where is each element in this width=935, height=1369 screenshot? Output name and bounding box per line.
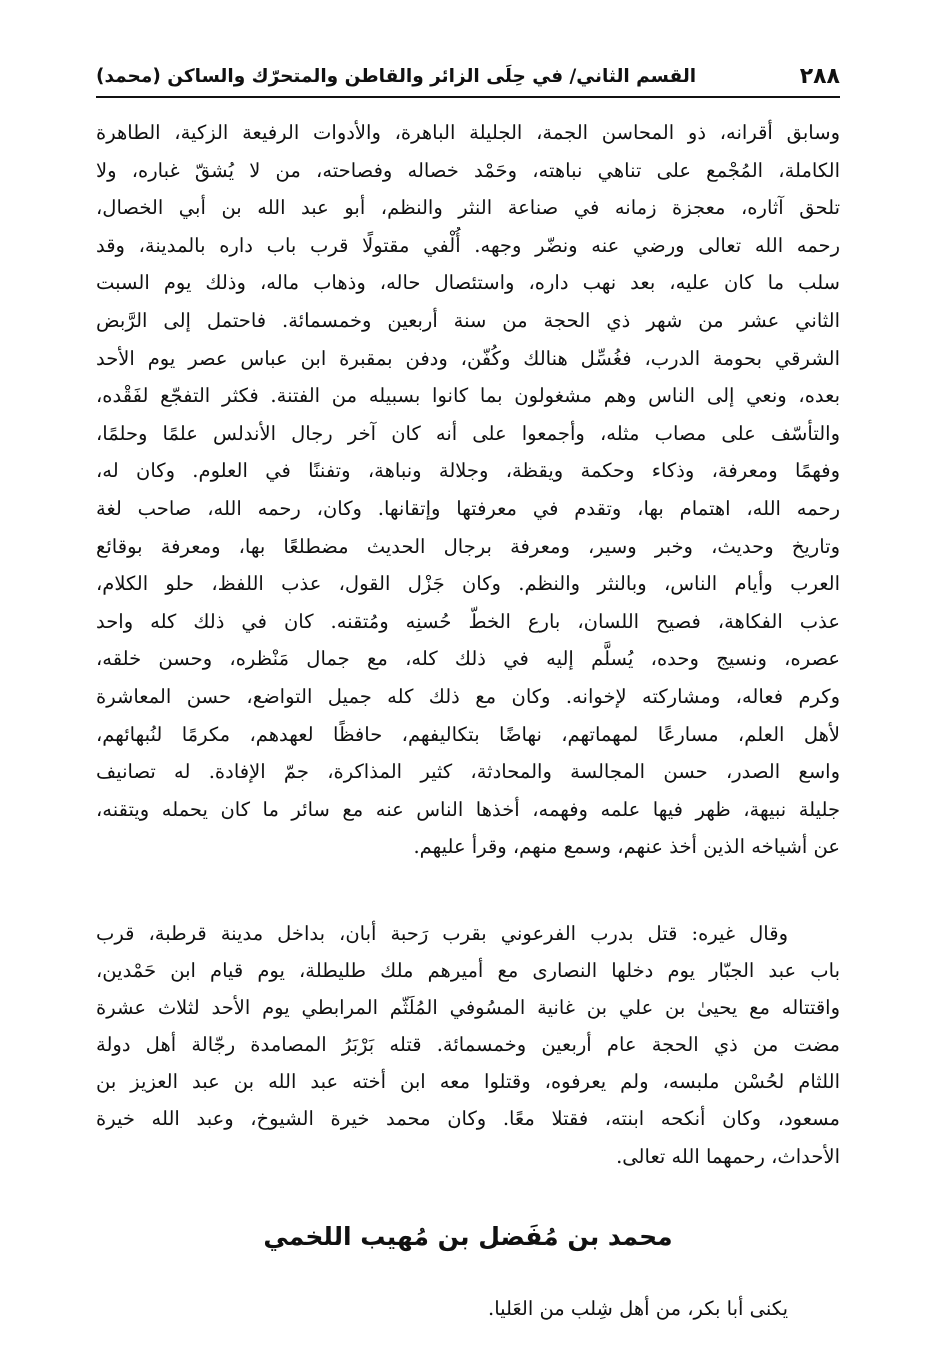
text-line: والتأسّف على مصاب مثله، وأجمعوا على أنه كان آخر رجال الأندلس علمًا وحلمًا، <box>96 421 840 445</box>
text-line: مضت من ذي الحجة عام أربعين وخمسمائة. قتله بَرْبَرُ المصامدة رجّالة أهل دولة <box>96 1033 840 1057</box>
text-line: واقتتاله مع يحيىٰ بن علي بن غانية المسُوفي المُلَثّم المرابطي يوم الأحد لثلاث عشرة <box>96 996 840 1020</box>
text-line: جليلة نبيهة، ظهر فيها علمه وفهمه، أخذها الناس عنه مع سائر ما كان يحمله ويتقنه، <box>96 797 840 821</box>
page-number: ٢٨٨ <box>799 63 840 89</box>
running-title: القسم الثاني/ في حِلَى الزائر والقاطن والمتحرّك والساكن (محمد) <box>96 65 697 87</box>
text-line: باب عبد الجبّار يوم دخلها النصارى مع أميرهم ملك طليطلة، يوم قيام ابن حَمْدين، <box>96 959 840 983</box>
text-line: تلحق آثاره، معجزة زمانه في صناعة النثر والنظم، أبو عبد الله بن أبي الخصال، <box>96 196 840 220</box>
text-line: سلب ما كان عليه، بعد نهب داره، واستئصال حاله، وذهاب ماله، وذلك يوم السبت <box>96 271 840 295</box>
text-line: الشرقي بحومة الدرب، فغُسِّل هنالك وكُفّن، ودفن بمقبرة ابن عباس عصر يوم الأحد <box>96 346 840 370</box>
text-line: وكرم فعاله، ومشاركته لإخوانه. وكان مع ذلك كله جميل التواضع، حسن المعاشرة <box>96 684 840 708</box>
text-line: الأحداث، رحمهما الله تعالى. <box>616 1144 840 1168</box>
text-line: وفهمًا ومعرفة، وذكاء وحكمة ويقظة، وجلالة ونباهة، وتفننًا في العلوم. وكان له، <box>96 459 840 483</box>
text-line: وتاريخ وحديث، وخبر وسير، ومعرفة برجال الحديث مضطلعًا بها، ومعرفة بوقائع <box>96 534 840 558</box>
header-rule <box>96 96 840 98</box>
text-line: عصره، ونسيج وحده، يُسلَّم إليه في ذلك كله، مع جمال مَنْظره، وحسن خلقه، <box>96 647 840 671</box>
text-line: اللثام لحُسْن ملبسه، ولم يعرفوه، وقتلوا معه ابن أخته عبد الله بن عبد العزيز بن <box>96 1070 840 1094</box>
text-line: وسابق أقرانه، ذو المحاسن الجمة، الجليلة الباهرة، والأدوات الرفيعة الزكية، الطاهرة <box>96 121 840 144</box>
text-line: يكنى أبا بكر، من أهل شِلب من العَليا. <box>488 1297 788 1320</box>
paragraph-1 <box>96 114 840 866</box>
text-line: عذب الفكاهة، فصيح اللسان، بارع الخطّ حُسنِه ومُتقنه. كان في ذلك كله واحد <box>96 609 840 633</box>
text-line: الثاني عشر من شهر ذي الحجة من سنة أربعين وخمسمائة. فاحتمل إلى الرَّبض <box>96 308 840 332</box>
text-line: مسعود، وكان أنكحه ابنته، فقتلا معًا. وكان محمد خيرة الشيوخ، وعبد الله خيرة <box>96 1107 840 1131</box>
paragraph-3 <box>96 1290 840 1328</box>
text-line: العرب وأيام الناس، وبالنثر والنظم. وكان جَزْل القول، عذب اللفظ، حلو الكلام، <box>96 572 840 596</box>
text-line: لأهل العلم، مسارعًا لمهماتهم، نهاضًا بتكاليفهم، حافظًا لعهدهم، مكرمًا لنُبهائهم، <box>96 722 840 746</box>
paragraph-2 <box>96 915 840 1175</box>
text-line: بعده، ونعي إلى الناس وهم مشغولون بما كانوا بسبيله من الفتنة. فكثر التفجّع لفَقْده، <box>96 384 840 408</box>
text-line: الكاملة، المُجْمع على تناهي نباهته، وحَمْد خصاله وفصاحته، من لا يُشقّ غباره، ولا <box>96 158 840 182</box>
text-line: وقال غيره: قتل بدرب الفرعوني بقرب رَحبة أبان، بداخل مدينة قرطبة، قرب <box>96 922 788 945</box>
text-line: رحمه الله تعالى ورضي عنه ونضّر وجهه. أُلْفي مقتولًا قرب باب داره بالمدينة، وقد <box>96 233 840 257</box>
text-line: واسع الصدر، حسن المجالسة والمحادثة، كثير المذاكرة، جمّ الإفادة. له تصانيف <box>96 760 840 784</box>
running-head <box>96 58 840 94</box>
text-line: عن أشياخه الذين أخذ عنهم، وسمع منهم، وقرأ عليهم. <box>413 835 840 859</box>
text-line: رحمه الله، اهتمام بها، وتقدم في معرفتها وإتقانها. وكان، رحمه الله، صاحب لغة <box>96 496 840 520</box>
entry-heading: محمد بن مُفَضل بن مُهيب اللخمي <box>263 1222 673 1251</box>
